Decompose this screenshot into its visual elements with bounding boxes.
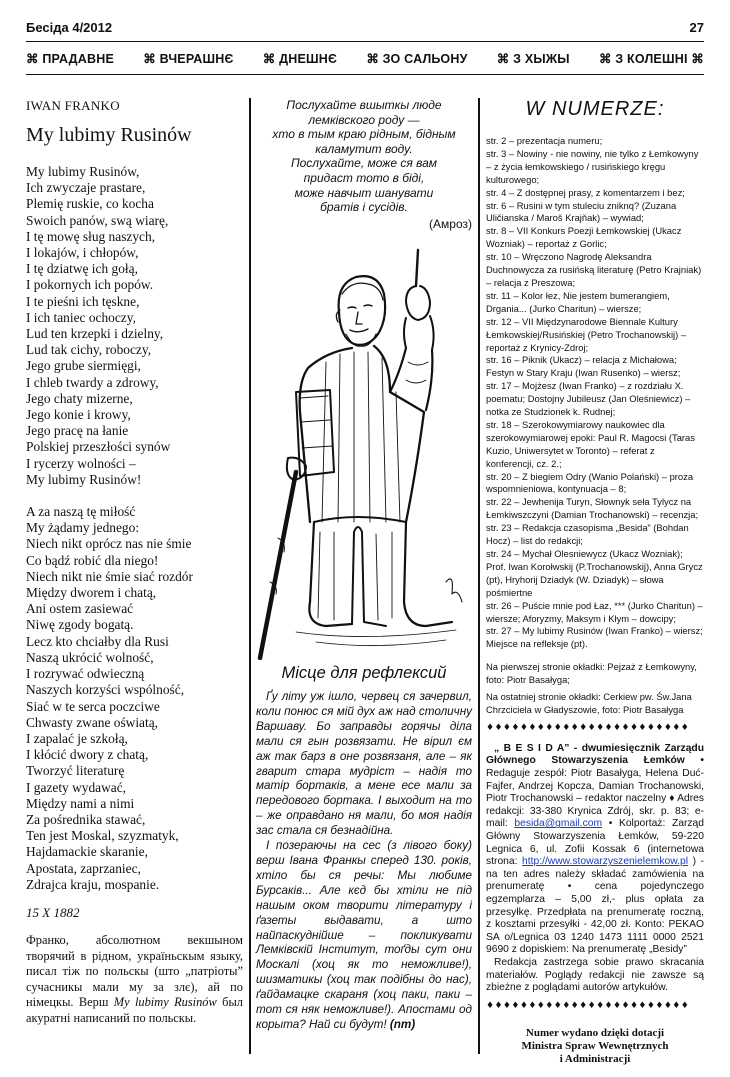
poem-line: Polskiej przeszłości synów [26,439,171,455]
nav-rule [26,74,704,75]
contents-entry: str. 17 – Mojżesz (Iwan Franko) – z rozdziału X. poematu; Dostojny Jubileusz (Jan Oleśniewicz) – notka ze Studzionek k. Rudnej; [486,380,691,418]
poem-line: Niech nikt oprócz nas nie śmie [26,536,192,552]
poem-line: Jego grube siermięgi, [26,358,141,374]
contents-entry: str. 6 – Rusini w tym stuleciu zniknq? (Zuzana Uličianska / Maroš Krajňak) – wywiad; [486,199,677,224]
reflection-paragraph: І позераючы на сес (з лівого боку) верш Івана Франкы сперед 130. років, хтіло бы ся речы: Мы любиме Бурсаків... Але кєд бы хтіли не під нашым оком творити літературу і ґазеты выдавати, а што найпаскуднійше – покликувати Лемківскій Інститут, тоґды сут они Москалі (хоц як то неможливе!), шизматикы (хоц так подібны до нас), ґайдамацке скараня (хоц паки, паки – тот ся няк неможливе!). Апостами од корыта? Най си будут! (nm) [256,839,472,1031]
epigraph-line: може навчыт шанувати [294,185,434,200]
epigraph-author: (Амроз) [429,216,472,231]
poem-line: I tę dziatwę ich gołą, [26,261,138,277]
poem-line: Naszą ukrócić wolność, [26,649,154,665]
poem-column [26,98,243,1027]
poem-line: Niech nikt nie śmie siać rozdór [26,568,193,584]
poem-line: Niwę zgody bogatą. [26,617,134,633]
epigraph-line: Послухайте вшыткы люде [286,98,442,112]
nav-item: ⌘ ДНЕШНЄ [262,52,338,66]
poem-line: Lud tak cichy, roboczy, [26,342,152,358]
nav-item: ⌘ ЗО САЛЬОНУ [366,52,468,66]
poem-line: Swoich panów, swą wiarę, [26,212,169,228]
contents-entry: str. 2 – prezentacja numeru; [486,135,603,146]
epigraph-poem [256,98,472,215]
contents-entry: str. 23 – Redakcja czasopisma „Besida” (Bohdan Hocz) – list do redakcji; [486,522,689,547]
poem-line: Chwasty zwane oświatą, [26,714,159,730]
nav-item: ⌘ ВЧЕРАШНЄ [143,52,234,66]
poem-line: I pokornych ich popów. [26,277,154,293]
poem-line: I kłócić dwory z chatą, [26,747,149,763]
reflection-title: Місце для рефлексий [281,664,447,682]
poem-line: Plemię ruskie, co kocha [26,196,154,212]
dotation-line: Numer wydano dzięki dotacji [525,1026,665,1039]
poem-title: My lubimy Rusinów [26,124,192,146]
poem-line: My lubimy Rusinów! [26,471,142,487]
contents-entry: str. 4 – Z dostępnej prasy, z komentarzem i bez; [486,186,685,198]
dotation-line: Ministra Spraw Wewnętrznych [521,1039,669,1052]
poem-line: Lud ten krzepki i dzielny, [26,326,164,342]
dotation-line: i Administracji [559,1052,631,1065]
poem-line: Ich zwyczaje prastare, [26,180,146,196]
poem-line: I rycerzy wolności – [26,455,136,471]
poem-line: I lokajów, i chłopów, [26,245,139,261]
epigraph-line: придаст тото в біді, [303,170,425,185]
poem-line: I gazety wydawać, [26,779,127,795]
poem-text [26,164,243,893]
column-divider [249,98,251,1054]
ornament-divider: ♦♦♦♦♦♦♦♦♦♦♦♦♦♦♦♦♦♦♦♦♦♦♦♦ [486,1000,690,1011]
contents-entry: str. 3 – Nowiny - nie nowiny, nie tylko z Łemkowyny – z życia łemkowskiego / rusińskiego kręgu kulturowego; [486,147,699,185]
contents-entry: str. 11 – Kolor łez, Nie jestem bumerangiem, Drgania... (Jurko Charitun) – wiersze; [486,289,670,314]
poem-line: Siać w te serca poczciwe [26,698,160,714]
poem-line: Tworzyć literaturę [26,763,125,779]
issue-label: Бесіда 4/2012 [26,20,113,35]
contents-list [486,135,704,651]
poem-line: My żądamy jednego: [26,520,140,536]
cover-credit: Na pierwszej stronie okładki: Pejzaż z Łemkowyny, foto: Piotr Basałyga; [486,661,697,686]
poem-author: IWAN FRANKO [26,98,120,113]
poem-line: Naszych korzyści wspólność, [26,682,185,698]
contents-entry: str. 26 – Puście mnie pod Łaz, *** (Jurko Charitun) – wiersze; Aforyzmy, Maksym i Kłym – dowcipy; [486,599,703,624]
contents-entry: str. 18 – Szerokowymiarowy naukowiec dla szerokowymiarowej epoki: Paul R. Magocsi (Taras Kuzio, Uniwersytet w Toronto) – referat z konferencji, cz. 2.; [486,418,695,469]
poem-line: Co bądź robić dla niego! [26,552,159,568]
poem-line: My lubimy Rusinów, [26,164,140,179]
contents-column [486,98,704,1066]
ornament-divider: ♦♦♦♦♦♦♦♦♦♦♦♦♦♦♦♦♦♦♦♦♦♦♦♦ [486,722,690,733]
poem-note: Франко, абсолютном векшыном творячий в рідном, україньскым языку, писал тіж по польскы (што „патріоты” сучасникы мали му за злє), ай по німецкы. Верш My lubimy Rusinów был акуратні написаний по польскы. [26,932,243,1025]
section-nav [26,51,704,66]
poem-line: Lecz kto chciałby dla Rusi [26,633,169,649]
email-link[interactable]: besida@gmail.com [514,818,603,830]
contents-entry: str. 12 – VII Międzynarodowe Biennale Kultury Łemkowskiej/Rusińskiej (Petro Trochanowskij) – reportaż z Krynicy-Zdroj; [486,315,687,353]
epigraph-line: Послухайте, може ся вам [290,156,438,171]
middle-column [256,98,472,231]
imprint-disclaimer: Redakcja zastrzega sobie prawo skracania materiałów. Poglądy redakcji nie zawsze są zbieżne z poglądami autorów artykułów. [486,956,704,994]
cover-credit: Na ostatniej stronie okładki: Cerkiew pw. Św.Jana Chrzciciela w Gładyszowie, foto: Piotr Basałyga [486,691,692,715]
column-divider [478,98,480,1054]
reflection-paragraph: Ґу літу уж ішло, червец ся зачервил, коли понюс ся мій дух аж над столичну Варшаву. Бо заправды горячы діла мали ся гын розвязати. Не вірил єм аж так барз в онe розвязаня, але – як гварит стара мудріст – надія то матір бортаків, а мене есе мали за передового бортака. І выходит на то – же оправдано ня мали, бо моя надія зас стала ся безнадійна. [256,690,472,838]
poem-line: Za pośrednika stawać, [26,811,146,827]
header-rule [26,41,704,42]
contents-entry: str. 16 – Piknik (Ukacz) – relacja z Michałowa; Festyn w Stary Kraju (Iwan Rusenko) – wiersz; [486,354,681,379]
epigraph-line: хто в тым краю рідным, бідным [272,127,456,142]
poem-line: I chleb twardy a zdrowy, [26,374,159,390]
nav-item: ⌘ ПРАДАВНЕ [26,52,115,66]
poem-line: Ten jest Moskal, szyzmatyk, [26,828,179,844]
nav-item: ⌘ З ХЫЖЫ [496,52,570,66]
website-link[interactable]: http://www.stowarzyszenielemkow.pl [522,856,689,868]
poem-line: Apostata, zaprzaniec, [26,860,141,876]
poem-date: 15 X 1882 [26,904,80,920]
poem-stanza [26,504,243,893]
page-header [26,20,704,36]
poem-line: A za naszą tę miłość [26,504,136,520]
contents-entry: str. 8 – VII Konkurs Poezji Łemkowskiej (Ukacz Wozniak) – reportaż z Gorlic; [486,225,682,250]
contents-entry: str. 27 – My lubimy Rusinów (Iwan Franko) – wiersz; Miejsce na refleksje (pt). [486,625,703,650]
contents-heading: W NUMERZE: [525,98,665,120]
poem-line: Jego chaty mizerne, [26,390,133,406]
poem-line: Jego pracę na łanie [26,423,129,439]
poem-line: I rozrywać odwieczną [26,666,145,682]
poem-stanza [26,164,243,488]
nav-item: ⌘ З КОЛЕШНІ ⌘ [598,52,704,66]
poem-line: Między dworem i chatą, [26,585,157,601]
page-number: 27 [689,20,704,35]
illustration-old-man-with-staff [256,222,472,660]
poem-line: Jego konie i krowy, [26,407,131,423]
dotation-note [486,1027,704,1066]
contents-entry: str. 22 – Jewhenija Turyn, Słownyk seła Tylycz na Łemkiwszczyni (Damian Trochanowski) – recenzja; [486,496,699,521]
imprint: „ B E S I D A” - dwumiesięcznik Zarządu Głównego Stowarzyszenia Łemków • Redaguje zespół: Piotr Basałyga, Helena Duć-Fajfer, Andrzej Kopcza, Damian Trochanowski, Piotr Trochanowski – redaktor naczelny ♦ Adres redakcji: 33-380 Krynica Zdrój, skr. p. 83; e-mail: besida@gmail.com • Kolportaż: Zarząd Główny Stowarzyszenia Łemków, 59-220 Legnica 6, ul. Zofii Kossak 6 (internetowa strona: http://www.stowarzyszenielemkow.pl ) - na ten adres należy składać zamówienia na prenumeratę • cena pojedynczego egzemplarza – 5,00 zł,- plus opłata za przesyłkę. Przedpłata na prenumeratę roczną, z kosztami przesyłki - 42,00 zł. Konto: PEKAO SA o/Legnica 03 1240 1473 1111 0000 2521 9690 z dopiskiem: Na prenumeratę „Besidy” Redakcja zastrzega sobie prawo skracania materiałów. Poglądy redakcji nie zawsze są zbieżne z poglądami autorów artykułów. [486,742,704,994]
poem-line: I zapalać je szkołą, [26,730,128,746]
epigraph-line: лемківского роду — [308,112,420,127]
contents-entry: str. 20 – Z biegiem Odry (Wanio Polański) – proza wspomnieniowa, kontynuacja – 8; [486,470,694,495]
poem-line: Zdrajca kraju, mospanie. [26,876,160,892]
cover-credits [486,661,704,717]
contents-entry: str. 10 – Wręczono Nagrodę Aleksandra Duchnowycza za rusińską literaturę (Petro Krajniak) – relacja z Preszowa; [486,251,702,288]
poem-line: I tę mowę sług naszych, [26,228,156,244]
poem-line: Hajdamackie skaranie, [26,844,148,860]
poem-line: I ich taniec ochoczy, [26,309,136,325]
epigraph-line: братів і сусідів. [320,200,408,215]
poem-line: Między nami a nimi [26,795,135,811]
epigraph-line: каламутит воду. [315,141,413,156]
reflection-text [256,690,472,1033]
poem-line: Ani ostem zasiewać [26,601,134,617]
poem-line: I te pieśni ich tęskne, [26,293,140,309]
contents-entry: str. 24 – Mychał Olesniewycz (Ukacz Wozniak); Prof. Iwan Korołwskij (P.Trochanowskij), Anna Grycz (pt), Hryhorij Dziadyk (W. Dziadyk) – słowa pośmiertne [486,548,703,598]
